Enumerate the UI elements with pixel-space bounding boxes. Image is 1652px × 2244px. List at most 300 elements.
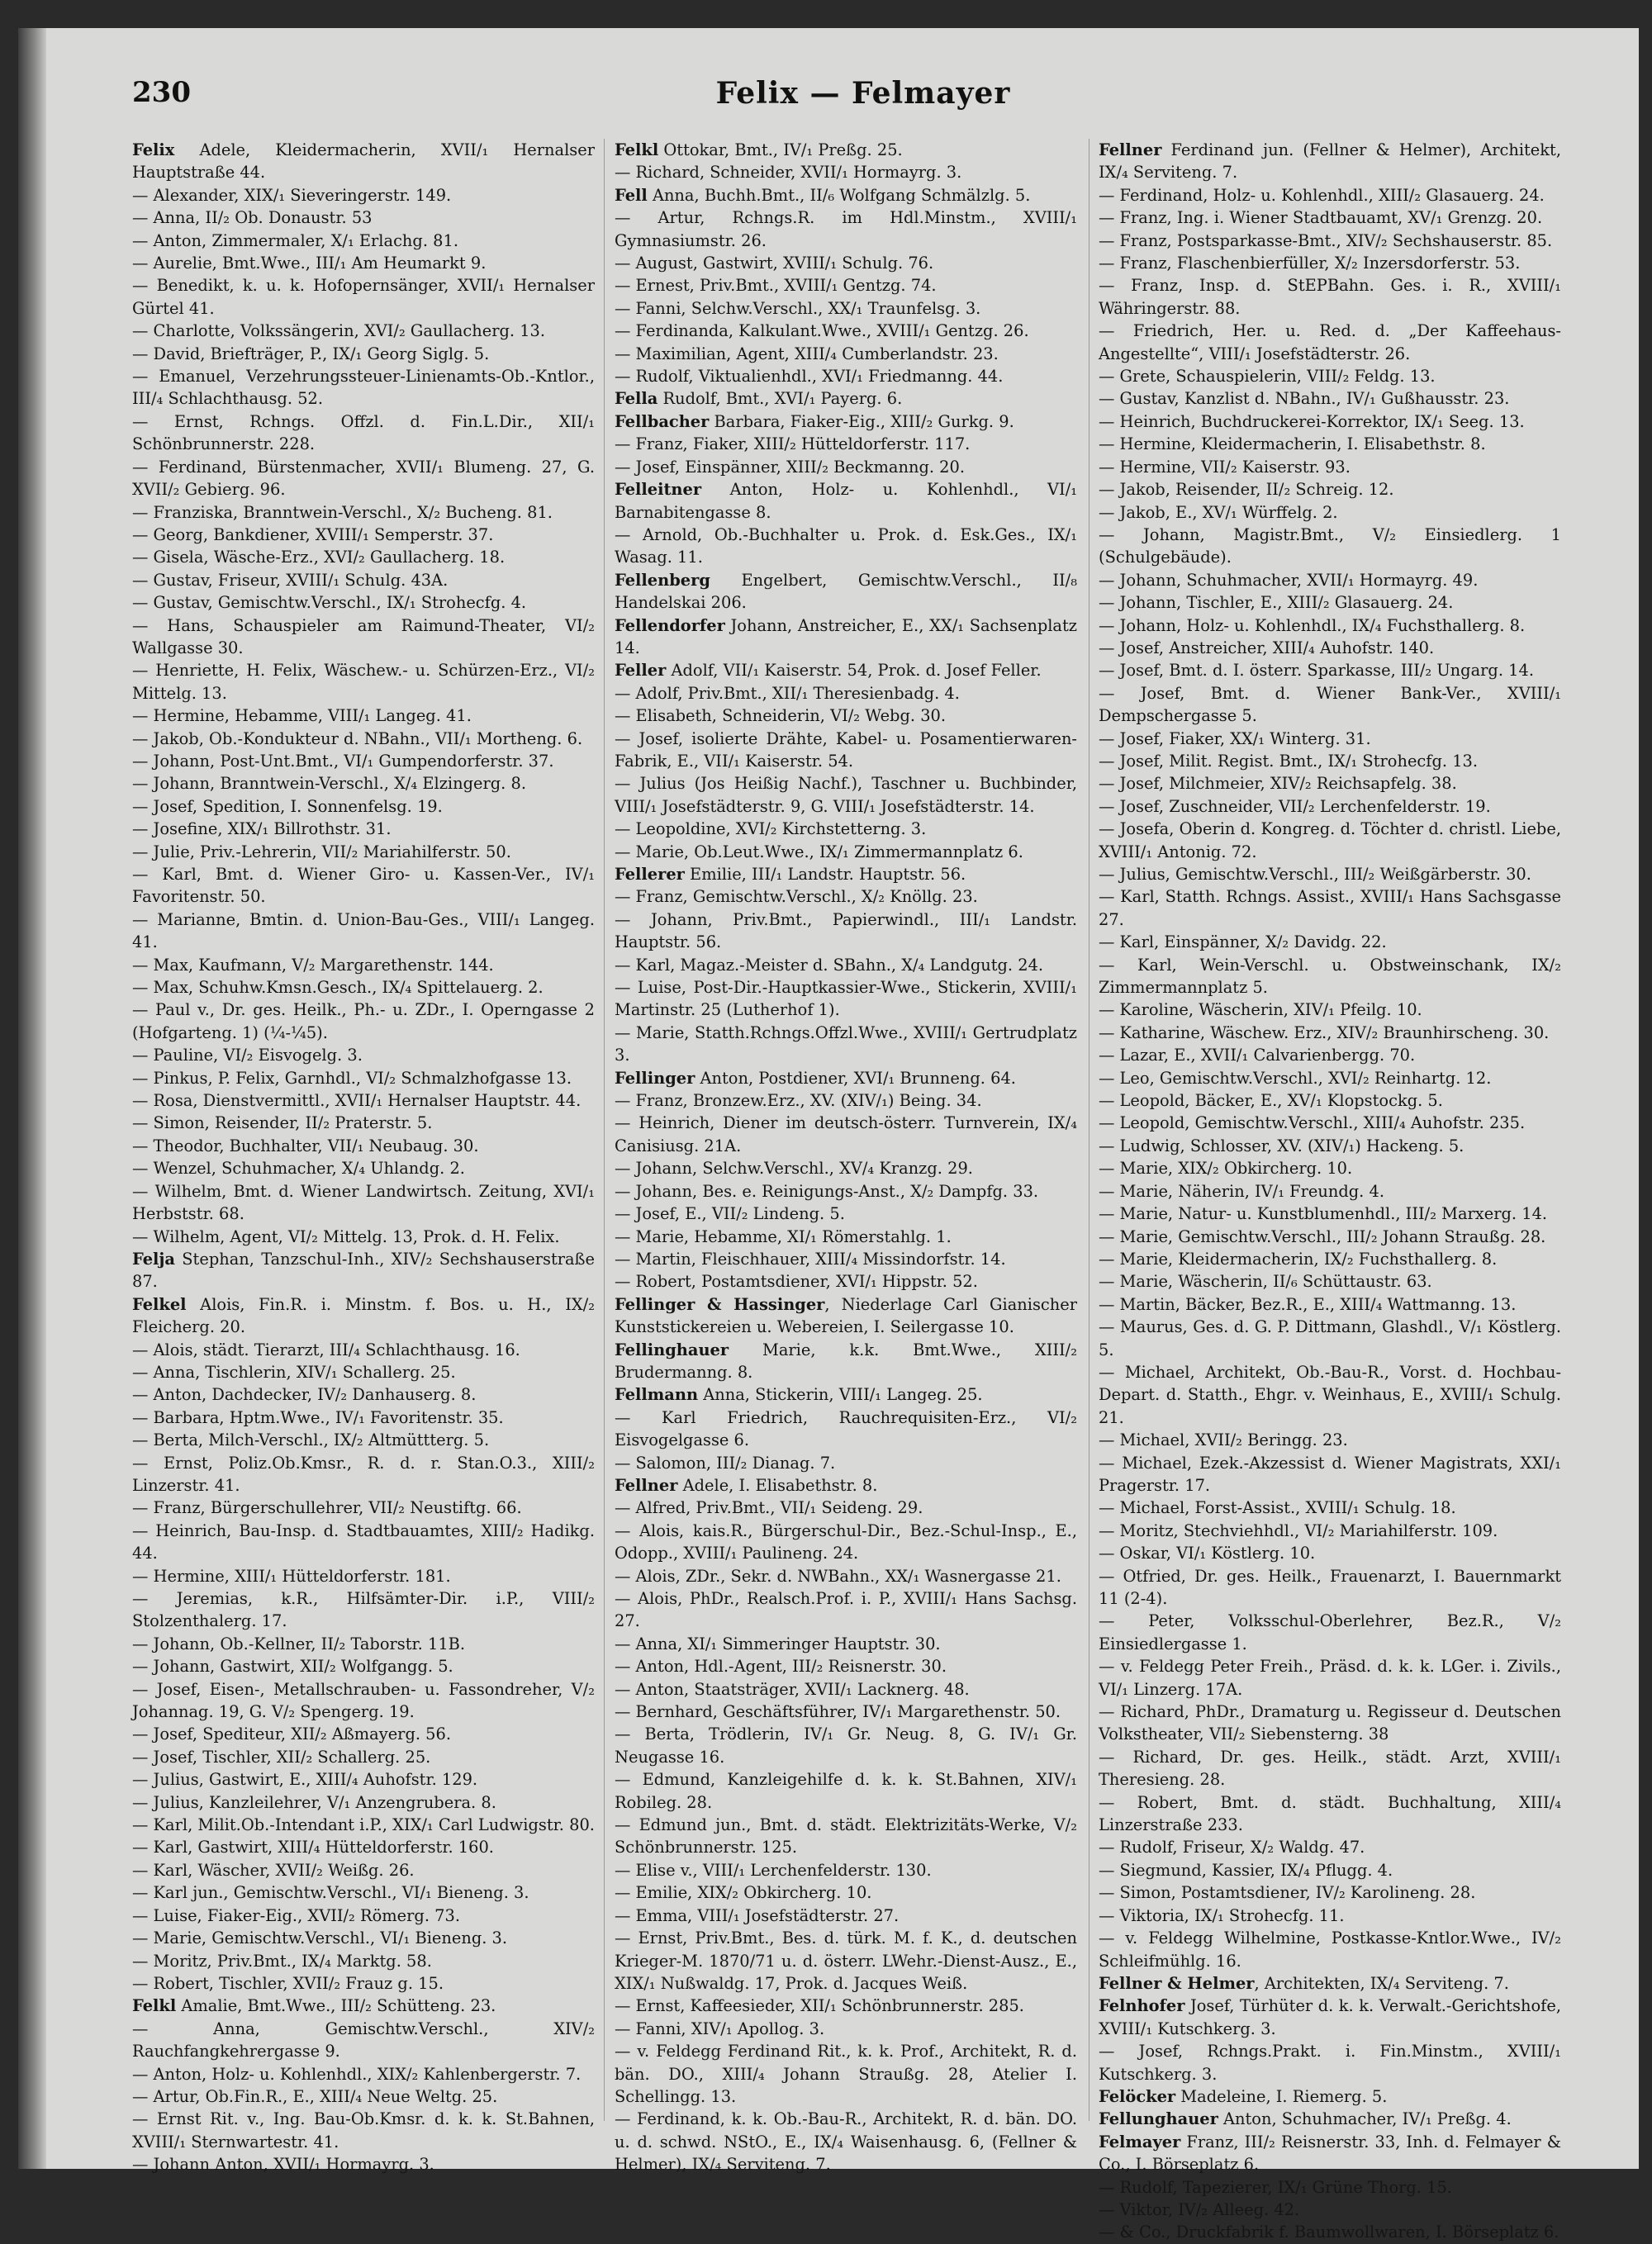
entry-text: — Ferdinand, k. k. Ob.-Bau-R., Architekt, R. d. bän. DO. u. d. schwd. NStO., E., IX/₄ Waisenhausg. 6, (Fellner & Helmer), IX/₄ Serviteng. 7. <box>615 2109 1077 2175</box>
directory-entry <box>132 750 595 772</box>
directory-entry <box>1099 1135 1561 1157</box>
entry-text: — Marie, Näherin, IV/₁ Freundg. 4. <box>1099 1181 1384 1201</box>
entry-text: — Franz, Bürgerschullehrer, VII/₂ Neustiftg. 66. <box>132 1498 522 1518</box>
entry-text: — Max, Kaufmann, V/₂ Margarethenstr. 144. <box>132 955 494 975</box>
directory-entry <box>132 659 595 705</box>
entry-text: — Martin, Fleischhauer, XIII/₄ Missindorfstr. 14. <box>615 1249 1006 1269</box>
entry-text: Anna, Stickerin, VIII/₁ Langeg. 25. <box>698 1385 983 1405</box>
entry-surname: Fellner & Helmer <box>1099 1973 1255 1993</box>
directory-entry <box>615 705 1077 727</box>
entry-text: — Maximilian, Agent, XIII/₄ Cumberlandstr. 23. <box>615 344 999 363</box>
entry-text: — Franz, Fiaker, XIII/₂ Hütteldorferstr. 117. <box>615 434 971 454</box>
directory-entry <box>132 1905 595 1927</box>
directory-entry <box>132 456 595 501</box>
directory-entry <box>1099 478 1561 501</box>
directory-entry <box>132 1044 595 1066</box>
entry-text: — Viktor, IV/₂ Alleeg. 42. <box>1099 2199 1300 2219</box>
entry-text: — Karl, Wein-Verschl. u. Obstweinschank, IX/₂ Zimmermannplatz 5. <box>1099 955 1561 998</box>
directory-entry <box>132 184 595 206</box>
directory-entry <box>132 252 595 274</box>
entry-text: — Karl, Bmt. d. Wiener Giro- u. Kassen-Ver., IV/₁ Favoritenstr. 50. <box>132 865 595 907</box>
entry-text: — Marie, Statth.Rchngs.Offzl.Wwe., XVIII/₁ Gertrudplatz 3. <box>615 1022 1077 1065</box>
directory-entry <box>132 1746 595 1768</box>
entry-text: — Alois, städt. Tierarzt, III/₄ Schlachthausg. 16. <box>132 1340 520 1359</box>
directory-entry <box>132 1383 595 1406</box>
directory-entry <box>615 569 1077 614</box>
entry-text: — Alois, PhDr., Realsch.Prof. i. P., XVIII/₁ Hans Sachsg. 27. <box>615 1589 1077 1631</box>
directory-entry <box>1099 1520 1561 1542</box>
directory-entry <box>615 297 1077 320</box>
directory-entry <box>1099 1157 1561 1179</box>
directory-entry <box>1099 728 1561 750</box>
directory-entry <box>1099 1044 1561 1066</box>
directory-entry <box>1099 1836 1561 1858</box>
directory-entry <box>132 1452 595 1497</box>
directory-entry <box>1099 1565 1561 1611</box>
directory-entry <box>132 206 595 229</box>
entry-text: — Robert, Bmt. d. städt. Buchhaltung, XIII/₄ Linzerstraße 233. <box>1099 1792 1561 1835</box>
entry-surname: Fellmann <box>615 1385 699 1405</box>
directory-entry <box>1099 1429 1561 1451</box>
entry-text: — Theodor, Buchhalter, VII/₁ Neubaug. 30. <box>132 1136 479 1155</box>
directory-entry <box>615 1881 1077 1904</box>
directory-entry <box>1099 682 1561 728</box>
entry-surname: Fellner <box>1099 140 1162 159</box>
directory-entry <box>1099 1112 1561 1134</box>
entry-text: — Anton, Holz- u. Kohlenhdl., XIX/₂ Kahlenbergerstr. 7. <box>132 2064 582 2084</box>
entry-text: — Ernest, Priv.Bmt., XVIII/₁ Gentzg. 74. <box>615 276 937 296</box>
entry-text: — Johann, Post-Unt.Bmt., VI/₁ Gumpendorferstr. 37. <box>132 751 554 771</box>
directory-entry <box>132 1950 595 1972</box>
entry-text: — Heinrich, Diener im deutsch-österr. Turnverein, IX/₄ Canisiusg. 21A. <box>615 1113 1077 1155</box>
entry-text: — Rudolf, Tapezierer, IX/₁ Grüne Thorg. 15. <box>1099 2177 1452 2197</box>
directory-entry <box>132 2085 595 2108</box>
entry-text: — Josef, Rchngs.Prakt. i. Fin.Minstm., XVIII/₁ Kutschkerg. 3. <box>1099 2042 1561 2084</box>
directory-entry <box>1099 1067 1561 1089</box>
directory-entry <box>615 1905 1077 1927</box>
directory-entry <box>615 524 1077 569</box>
directory-entry <box>615 1814 1077 1859</box>
entry-text: — Alois, ZDr., Sekr. d. NWBahn., XX/₁ Wasnergasse 21. <box>615 1566 1061 1586</box>
directory-entry <box>132 1633 595 1655</box>
entry-text: — Anna, XI/₁ Simmeringer Hauptstr. 30. <box>615 1634 941 1653</box>
directory-entry <box>1099 433 1561 455</box>
entry-text: — Elise v., VIII/₁ Lerchenfelderstr. 130. <box>615 1860 932 1880</box>
entry-text: Rudolf, Bmt., XVI/₁ Payerg. 6. <box>657 389 903 409</box>
entry-text: — Michael, Ezek.-Akzessist d. Wiener Magistrats, XXI/₁ Pragerstr. 17. <box>1099 1453 1561 1495</box>
entry-text: — Richard, PhDr., Dramaturg u. Regisseur d. Deutschen Volkstheater, VII/₂ Siebensterng. 38 <box>1099 1702 1561 1744</box>
directory-entry <box>132 1157 595 1179</box>
entry-text: — Josefine, XIX/₁ Billrothstr. 31. <box>132 819 392 839</box>
directory-entry <box>1099 252 1561 274</box>
directory-entry <box>1099 637 1561 659</box>
entry-text: — Pauline, VI/₂ Eisvogelg. 3. <box>132 1046 363 1065</box>
entry-text: — Heinrich, Bau-Insp. d. Stadtbauamtes, XIII/₂ Hadikg. 44. <box>132 1521 595 1563</box>
entry-text: — Josef, Spedition, I. Sonnenfelsg. 19. <box>132 796 443 816</box>
entry-text: — Wenzel, Schuhmacher, X/₄ Uhlandg. 2. <box>132 1159 465 1179</box>
entry-text: — Emilie, XIX/₂ Obkircherg. 10. <box>615 1883 872 1903</box>
entry-text: — Josef, Anstreicher, XIII/₄ Auhofstr. 140. <box>1099 638 1435 657</box>
directory-entry <box>132 1678 595 1724</box>
directory-entry <box>615 2018 1077 2040</box>
directory-entry <box>132 1972 595 1995</box>
page-header <box>132 76 1594 126</box>
entry-text: — Johann, Gastwirt, XII/₂ Wolfgangg. 5. <box>132 1657 453 1677</box>
directory-entry <box>615 1383 1077 1406</box>
entry-text: — Karl, Magaz.-Meister d. SBahn., X/₄ Landgutg. 24. <box>615 955 1044 975</box>
directory-entry <box>132 1587 595 1633</box>
directory-entry <box>132 1429 595 1451</box>
directory-entry <box>132 954 595 976</box>
entry-text: — Ferdinanda, Kalkulant.Wwe., XVIII/₁ Gentzg. 26. <box>615 321 1029 341</box>
entry-text: — Josef, Bmt. d. I. österr. Sparkasse, III/₂ Ungarg. 14. <box>1099 661 1534 681</box>
entry-text: — Berta, Milch-Verschl., IX/₂ Altmüttterg. 5. <box>132 1430 490 1450</box>
entry-text: — Oskar, VI/₁ Köstlerg. 10. <box>1099 1544 1316 1563</box>
directory-entry <box>132 1112 595 1134</box>
entry-text: — & Co., Druckfabrik f. Baumwollwaren, I. Börseplatz 6. <box>1099 2223 1559 2242</box>
entry-text: — Gustav, Kanzlist d. NBahn., IV/₁ Gußhausstr. 23. <box>1099 389 1510 409</box>
directory-entry <box>132 2108 595 2153</box>
entry-text: — Karl, Einspänner, X/₂ Davidg. 22. <box>1099 932 1387 952</box>
directory-entry <box>615 1339 1077 1384</box>
directory-entry <box>132 705 595 727</box>
entry-text: — Karoline, Wäscherin, XIV/₁ Pfeilg. 10. <box>1099 1000 1422 1020</box>
entry-text: — Robert, Postamtsdiener, XVI/₁ Hippstr. 52. <box>615 1272 978 1292</box>
directory-entry <box>1099 524 1561 569</box>
entry-text: — Fanni, Selchw.Verschl., XX/₁ Traunfelsg. 3. <box>615 298 981 318</box>
entry-text: — Josef, Zuschneider, VII/₂ Lerchenfelderstr. 19. <box>1099 796 1491 816</box>
directory-entry <box>615 1407 1077 1452</box>
directory-entry <box>132 230 595 252</box>
entry-text: — Josef, Einspänner, XIII/₂ Beckmanng. 20. <box>615 457 966 477</box>
entry-text: — Ernst, Rchngs. Offzl. d. Fin.L.Dir., XII/₁ Schönbrunnerstr. 228. <box>132 411 595 454</box>
directory-entry <box>1099 2040 1561 2085</box>
directory-entry <box>132 1836 595 1858</box>
entry-text: — v. Feldegg Peter Freih., Präsd. d. k. k. LGer. i. Zivils., VI/₁ Linzerg. 17A. <box>1099 1657 1561 1699</box>
entry-text: — Maurus, Ges. d. G. P. Dittmann, Glashdl., V/₁ Köstlerg. 5. <box>1099 1317 1561 1359</box>
entry-text: — Franziska, Branntwein-Verschl., X/₂ Bucheng. 81. <box>132 502 553 522</box>
directory-entry <box>1099 999 1561 1021</box>
entry-surname: Fellner <box>615 1475 678 1495</box>
directory-entry <box>615 728 1077 773</box>
directory-entry <box>1099 230 1561 252</box>
entry-text: — Siegmund, Kassier, IX/₄ Pflugg. 4. <box>1099 1860 1393 1880</box>
directory-entry <box>615 1701 1077 1723</box>
directory-entry <box>1099 1361 1561 1429</box>
entry-text: — Marie, Wäscherin, II/₆ Schüttaustr. 63. <box>1099 1272 1432 1292</box>
directory-entry <box>615 478 1077 524</box>
directory-entry <box>1099 320 1561 365</box>
directory-entry <box>132 795 595 818</box>
directory-entry <box>1099 1972 1561 1995</box>
entry-text: — Hans, Schauspieler am Raimund-Theater, VI/₂ Wallgasse 30. <box>132 615 595 657</box>
directory-entry <box>132 1995 595 2017</box>
directory-entry <box>615 1112 1077 1157</box>
directory-entry <box>1099 1655 1561 1701</box>
entry-text: — Michael, Forst-Assist., XVIII/₁ Schulg. 18. <box>1099 1498 1456 1518</box>
entry-text: — Johann, Holz- u. Kohlenhdl., IX/₄ Fuchsthallerg. 8. <box>1099 615 1526 635</box>
entry-text: — v. Feldegg Ferdinand Rit., k. k. Prof., Architekt, R. d. bän. DO., XIII/₄ Johann Straußg. 28, Atelier I. Schellingg. 13. <box>615 2042 1077 2106</box>
entry-text: — Benedikt, k. u. k. Hofopernsänger, XVII/₁ Hernalser Gürtel 41. <box>132 276 595 318</box>
directory-entry <box>1099 2108 1561 2130</box>
directory-entry <box>1099 885 1561 931</box>
running-head: Felix — Felmayer <box>715 76 1011 111</box>
directory-entry <box>1099 1701 1561 1746</box>
entry-text: — Moritz, Stechviehhdl., VI/₂ Mariahilferstr. 109. <box>1099 1521 1498 1540</box>
directory-entry <box>132 1497 595 1519</box>
entry-text: — Grete, Schauspielerin, VIII/₂ Feldg. 13. <box>1099 367 1436 387</box>
entry-text: Johann, Anstreicher, E., XX/₁ Sachsenplatz 14. <box>615 615 1077 657</box>
entry-text: Franz, III/₂ Reisnerstr. 33, Inh. d. Felmayer & Co., I. Börseplatz 6. <box>1099 2132 1561 2175</box>
directory-entry <box>1099 1610 1561 1655</box>
entry-text: — Julius, Kanzleilehrer, V/₁ Anzengrubera. 8. <box>132 1792 496 1812</box>
directory-entry <box>615 456 1077 478</box>
directory-entry <box>132 139 595 184</box>
entry-surname: Fellbacher <box>615 411 710 431</box>
directory-entry <box>615 1655 1077 1677</box>
directory-entry <box>132 343 595 365</box>
directory-entry <box>1099 2085 1561 2108</box>
entry-text: — Marie, Kleidermacherin, IX/₂ Fuchsthallerg. 8. <box>1099 1249 1498 1269</box>
entry-text: Madeleine, I. Riemerg. 5. <box>1175 2086 1388 2106</box>
directory-entry <box>1099 772 1561 795</box>
entry-text: — Simon, Postamtsdiener, IV/₂ Karolineng. 28. <box>1099 1883 1476 1903</box>
entry-text: — Barbara, Hptm.Wwe., IV/₁ Favoritenstr. 35. <box>132 1407 504 1427</box>
directory-entry <box>1099 410 1561 433</box>
column-3 <box>1099 139 1561 2242</box>
entry-text: — Johann, Schuhmacher, XVII/₁ Hormayrg. 49. <box>1099 570 1479 590</box>
directory-entry <box>1099 1316 1561 1361</box>
entry-text: — Max, Schuhw.Kmsn.Gesch., IX/₄ Spittelauerg. 2. <box>132 978 544 998</box>
entry-text: — Gustav, Gemischtw.Verschl., IX/₁ Strohecfg. 4. <box>132 593 527 613</box>
directory-entry <box>615 365 1077 387</box>
directory-entry <box>615 1678 1077 1701</box>
entry-text: — Josef, Bmt. d. Wiener Bank-Ver., XVIII/₁ Dempschergasse 5. <box>1099 683 1561 726</box>
entry-text: — Johann, Selchw.Verschl., XV/₄ Kranzg. 29. <box>615 1159 973 1179</box>
directory-entry <box>1099 931 1561 953</box>
directory-entry <box>1099 1203 1561 1225</box>
entry-text: — Josef, E., VII/₂ Lindeng. 5. <box>615 1204 845 1224</box>
directory-entry <box>615 2040 1077 2108</box>
entry-surname: Fellendorfer <box>615 615 725 635</box>
directory-entry <box>1099 750 1561 772</box>
directory-entry <box>1099 1452 1561 1497</box>
entry-text: — Otfried, Dr. ges. Heilk., Frauenarzt, I. Bauernmarkt 11 (2-4). <box>1099 1566 1561 1608</box>
entry-text: — Franz, Insp. d. StEPBahn. Ges. i. R., XVIII/₁ Währingerstr. 88. <box>1099 276 1561 318</box>
entry-text: — Anna, Tischlerin, XIV/₁ Schallerg. 25. <box>132 1362 456 1382</box>
entry-text: — Josef, Fiaker, XX/₁ Winterg. 31. <box>1099 728 1371 748</box>
directory-entry <box>132 1881 595 1904</box>
entry-text: Adele, Kleidermacherin, XVII/₁ Hernalser Hauptstraße 44. <box>132 140 595 183</box>
entry-text: — Michael, XVII/₂ Beringg. 23. <box>1099 1430 1348 1450</box>
directory-entry <box>615 1520 1077 1565</box>
entry-text: — Robert, Tischler, XVII/₂ Frauz g. 15. <box>132 1973 444 1993</box>
entry-text: Amalie, Bmt.Wwe., III/₂ Schütteng. 23. <box>176 1996 496 2016</box>
directory-entry <box>1099 569 1561 591</box>
directory-entry <box>615 252 1077 274</box>
directory-entry <box>1099 1248 1561 1270</box>
directory-entry <box>615 161 1077 183</box>
directory-entry <box>1099 184 1561 206</box>
entry-text: — Emanuel, Verzehrungssteuer-Linienamts-Ob.-Kntlor., III/₄ Schlachthausg. 52. <box>132 367 595 409</box>
entry-text: — Simon, Reisender, II/₂ Praterstr. 5. <box>132 1113 433 1133</box>
directory-entry <box>132 569 595 591</box>
directory-entry <box>615 841 1077 863</box>
entry-text: — Salomon, III/₂ Dianag. 7. <box>615 1453 836 1473</box>
entry-text: — Jakob, E., XV/₁ Würffelg. 2. <box>1099 502 1338 522</box>
entry-text: — Gisela, Wäsche-Erz., XVI/₂ Gaullacherg. 18. <box>132 548 506 567</box>
entry-text: , Architekten, IX/₄ Serviteng. 7. <box>1254 1973 1509 1993</box>
entry-surname: Felix <box>132 140 175 159</box>
directory-entry <box>615 1293 1077 1339</box>
entry-text: — Berta, Trödlerin, IV/₁ Gr. Neug. 8, G. IV/₁ Gr. Neugasse 16. <box>615 1725 1077 1767</box>
directory-entry <box>132 976 595 999</box>
directory-entry <box>132 365 595 410</box>
directory-entry <box>1099 2221 1561 2243</box>
entry-text: — Leopold, Gemischtw.Verschl., XIII/₄ Auhofstr. 235. <box>1099 1113 1526 1133</box>
directory-entry <box>615 614 1077 660</box>
directory-entry <box>615 184 1077 206</box>
directory-entry <box>615 139 1077 161</box>
directory-entry <box>1099 274 1561 320</box>
entry-surname: Fella <box>615 389 658 409</box>
directory-entry <box>615 1248 1077 1270</box>
entry-text: — Georg, Bankdiener, XVIII/₁ Semperstr. 37. <box>132 524 494 544</box>
directory-entry <box>615 1067 1077 1089</box>
entry-text: — Marie, Natur- u. Kunstblumenhdl., III/₂ Marxerg. 14. <box>1099 1204 1548 1224</box>
entry-text: — Anton, Zimmermaler, X/₁ Erlachg. 81. <box>132 230 458 250</box>
directory-entry <box>132 1723 595 1745</box>
entry-text: Barbara, Fiaker-Eig., XIII/₂ Gurkg. 9. <box>709 411 1014 431</box>
directory-entry <box>132 274 595 320</box>
directory-entry <box>132 1089 595 1112</box>
entry-text: — Anna, Gemischtw.Verschl., XIV/₂ Rauchfangkehrergasse 9. <box>132 2019 595 2061</box>
entry-text: — Johann, Bes. e. Reinigungs-Anst., X/₂ Dampfg. 33. <box>615 1181 1039 1201</box>
entry-text: — Jakob, Ob.-Kondukteur d. NBahn., VII/₁ Mortheng. 6. <box>132 728 583 748</box>
directory-entry <box>615 1203 1077 1225</box>
entry-text: — Richard, Schneider, XVII/₁ Hormayrg. 3. <box>615 163 962 183</box>
directory-entry <box>1099 387 1561 410</box>
directory-entry <box>132 591 595 614</box>
entry-text: — Karl, Statth. Rchngs. Assist., XVIII/₁ Hans Sachsgasse 27. <box>1099 887 1561 929</box>
entry-text: Adele, I. Elisabethstr. 8. <box>677 1475 878 1495</box>
entry-surname: Felkl <box>132 1996 177 2016</box>
entry-text: — Alois, kais.R., Bürgerschul-Dir., Bez.-Schul-Insp., E., Odopp., XVIII/₁ Paulineng. 24. <box>615 1521 1077 1563</box>
directory-entry <box>615 885 1077 908</box>
page-number: 230 <box>132 76 191 109</box>
entry-text: — Leopoldine, XVI/₂ Kirchstetterng. 3. <box>615 819 927 839</box>
entry-text: — Hermine, Kleidermacherin, I. Elisabethstr. 8. <box>1099 434 1486 454</box>
entry-text: — Lazar, E., XVII/₁ Calvarienbergg. 70. <box>1099 1046 1416 1065</box>
entry-text: — Julius, Gastwirt, E., XIII/₄ Auhofstr. 129. <box>132 1770 478 1790</box>
entry-text: — David, Briefträger, P., IX/₁ Georg Siglg. 5. <box>132 344 490 363</box>
directory-entry <box>1099 1497 1561 1519</box>
directory-entry <box>615 274 1077 297</box>
directory-entry <box>615 1022 1077 1067</box>
directory-entry <box>132 410 595 456</box>
entry-text: — Luise, Post-Dir.-Hauptkassier-Wwe., Stickerin, XVIII/₁ Martinstr. 25 (Lutherhof 1). <box>615 978 1077 1020</box>
entry-text: — Ludwig, Schlosser, XV. (XIV/₁) Hackeng. 5. <box>1099 1136 1464 1155</box>
entry-text: — Karl, Wäscher, XVII/₂ Weißg. 26. <box>132 1860 415 1880</box>
directory-entry <box>132 841 595 863</box>
entry-text: — Artur, Rchngs.R. im Hdl.Minstm., XVIII/₁ Gymnasiumstr. 26. <box>615 208 1077 250</box>
entry-text: Anna, Buchh.Bmt., II/₆ Wolfgang Schmälzlg. 5. <box>647 185 1031 205</box>
entry-text: — Fanni, XIV/₁ Apollog. 3. <box>615 2019 825 2038</box>
directory-entry <box>615 682 1077 705</box>
entry-text: — Karl Friedrich, Rauchrequisiten-Erz., VI/₂ Eisvogelgasse 6. <box>615 1407 1077 1450</box>
entry-text: — Anna, II/₂ Ob. Donaustr. 53 <box>132 208 373 228</box>
directory-entry <box>1099 1746 1561 1791</box>
entry-text: — Moritz, Priv.Bmt., IX/₄ Marktg. 58. <box>132 1951 432 1971</box>
entry-text: — Marie, XIX/₂ Obkircherg. 10. <box>1099 1159 1353 1179</box>
entry-text: — Wilhelm, Agent, VI/₂ Mittelg. 13, Prok. d. H. Felix. <box>132 1226 560 1246</box>
entry-text: — Ferdinand, Holz- u. Kohlenhdl., XIII/₂ Glasauerg. 24. <box>1099 185 1545 205</box>
directory-entry <box>1099 2131 1561 2176</box>
directory-entry <box>132 1814 595 1836</box>
directory-entry <box>615 343 1077 365</box>
entry-text: — Ernst, Poliz.Ob.Kmsr., R. d. r. Stan.O.3., XIII/₂ Linzerstr. 41. <box>132 1453 595 1495</box>
entry-surname: Felnhofer <box>1099 1996 1185 2016</box>
directory-entry <box>132 501 595 524</box>
entry-text: — Johann, Branntwein-Verschl., X/₄ Elzingerg. 8. <box>132 774 527 794</box>
entry-text: — Michael, Architekt, Ob.-Bau-R., Vorst. d. Hochbau-Depart. d. Statth., Ehgr. v. Weinhaus, E., XVIII/₁ Schulg. 21. <box>1099 1362 1561 1427</box>
entry-text: — Edmund jun., Bmt. d. städt. Elektrizitäts-Werke, V/₂ Schönbrunnerstr. 125. <box>615 1815 1077 1857</box>
entry-text: — Karl, Gastwirt, XIII/₄ Hütteldorferstr. 160. <box>132 1838 494 1857</box>
entry-text: — Franz, Bronzew.Erz., XV. (XIV/₁) Being. 34. <box>615 1091 982 1111</box>
entry-text: — Alexander, XIX/₁ Sieveringerstr. 149. <box>132 185 452 205</box>
directory-entry <box>132 1248 595 1293</box>
directory-entry <box>615 433 1077 455</box>
entry-text: — Luise, Fiaker-Eig., XVII/₂ Römerg. 73. <box>132 1905 460 1925</box>
directory-entry <box>615 1474 1077 1497</box>
directory-columns <box>132 139 1594 2242</box>
entry-text: Ottokar, Bmt., IV/₁ Preßg. 25. <box>658 140 903 159</box>
directory-entry <box>615 909 1077 954</box>
entry-text: , Niederlage Carl Gianischer Kunststickereien u. Webereien, I. Seilergasse 10. <box>615 1294 1077 1337</box>
directory-entry <box>1099 1542 1561 1564</box>
entry-text: — Hermine, XIII/₁ Hütteldorferstr. 181. <box>132 1566 451 1586</box>
entry-text: Engelbert, Gemischtw.Verschl., II/₈ Handelskai 206. <box>615 570 1077 613</box>
directory-entry <box>615 1180 1077 1203</box>
entry-text: — Franz, Ing. i. Wiener Stadtbauamt, XV/₁ Grenzg. 20. <box>1099 208 1543 228</box>
directory-entry <box>615 1995 1077 2017</box>
entry-text: — Leopold, Bäcker, E., XV/₁ Klopstockg. 5. <box>1099 1091 1443 1111</box>
entry-text: — Jeremias, k.R., Hilfsämter-Dir. i.P., VIII/₂ Stolzenthalerg. 17. <box>132 1589 595 1631</box>
directory-entry <box>615 1089 1077 1112</box>
entry-text: Anton, Postdiener, XVI/₁ Brunneng. 64. <box>695 1068 1016 1088</box>
entry-text: — Josef, isolierte Drähte, Kabel- u. Posamentierwaren-Fabrik, E., VII/₁ Kaiserstr. 54. <box>615 728 1077 771</box>
entry-text: — Emma, VIII/₁ Josefstädterstr. 27. <box>615 1905 900 1925</box>
entry-text: — Henriette, H. Felix, Wäschew.- u. Schürzen-Erz., VI/₂ Mittelg. 13. <box>132 661 595 703</box>
entry-text: — Ernst Rit. v., Ing. Bau-Ob.Kmsr. d. k. k. St.Bahnen, XVIII/₁ Sternwartestr. 41. <box>132 2109 595 2151</box>
directory-entry <box>1099 2199 1561 2221</box>
entry-text: Anton, Holz- u. Kohlenhdl., VI/₁ Barnabitengasse 8. <box>615 480 1077 522</box>
directory-entry <box>1099 1927 1561 1972</box>
directory-entry <box>1099 1022 1561 1044</box>
directory-entry <box>132 728 595 750</box>
directory-entry <box>1099 614 1561 637</box>
column-1 <box>132 139 595 2175</box>
entry-surname: Fellerer <box>615 865 685 884</box>
directory-entry <box>132 1768 595 1791</box>
directory-entry <box>132 909 595 954</box>
entry-surname: Fellinger <box>615 1068 695 1088</box>
directory-entry <box>615 1452 1077 1474</box>
directory-entry <box>132 1067 595 1089</box>
entry-text: — Friedrich, Her. u. Red. d. „Der Kaffeehaus-Angestellte“, VIII/₁ Josefstädterstr. 26. <box>1099 321 1561 363</box>
directory-entry <box>1099 1995 1561 2040</box>
entry-text: — Arnold, Ob.-Buchhalter u. Prok. d. Esk.Ges., IX/₁ Wasag. 11. <box>615 524 1077 567</box>
